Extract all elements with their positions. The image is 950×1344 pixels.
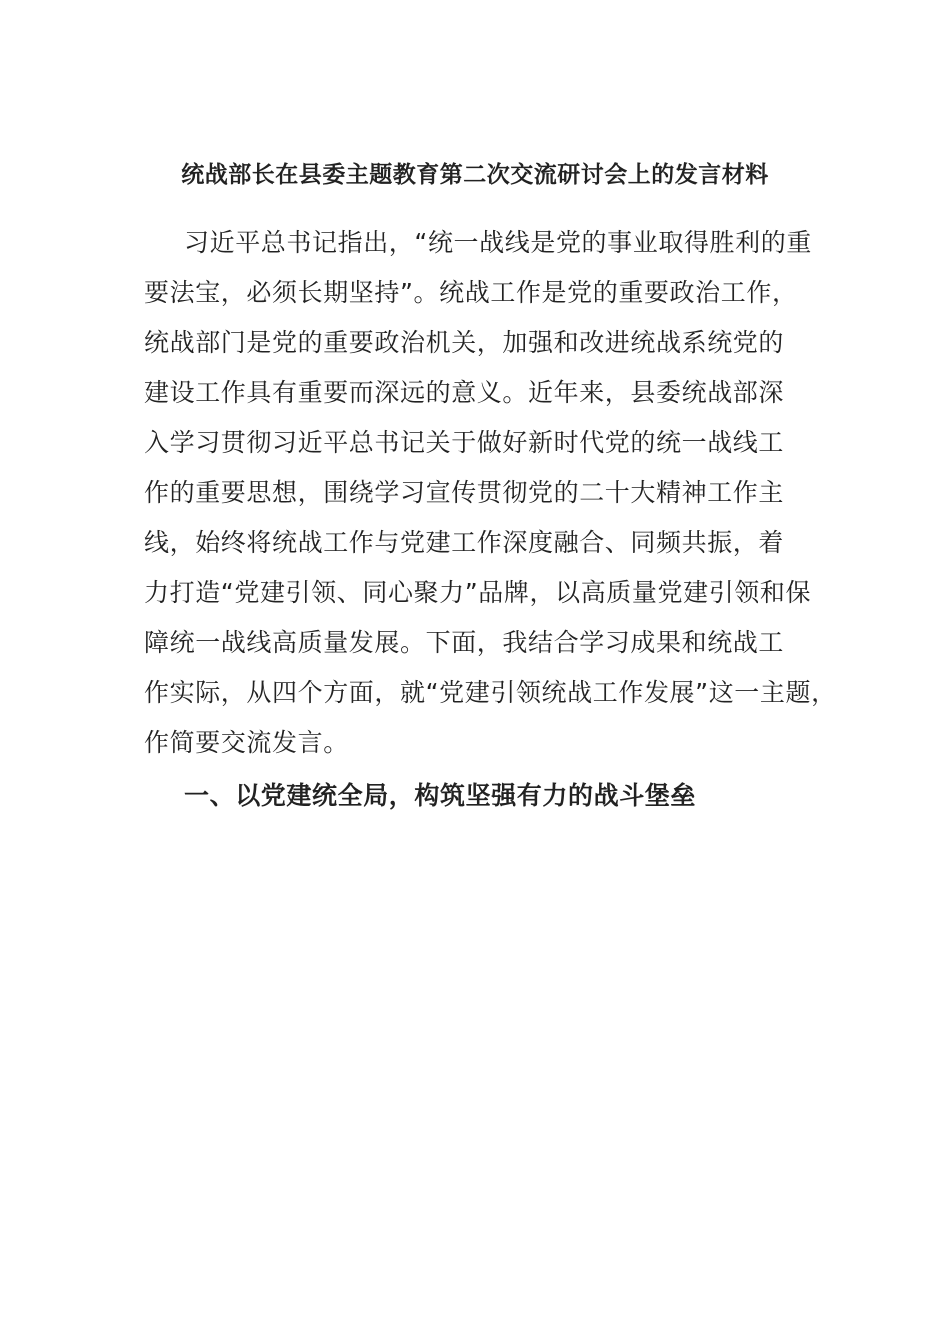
paragraph-line: 统战部门是党的重要政治机关，加强和改进统战系统党的 (144, 328, 785, 357)
paragraph-line: 要法宝，必须长期坚持”。统战工作是党的重要政治工作， (144, 278, 798, 307)
section-heading: 一、以党建统全局，构筑坚强有力的战斗堡垒 (184, 781, 697, 810)
paragraph-line: 入学习贯彻习近平总书记关于做好新时代党的统一战线工 (144, 428, 785, 457)
document-title: 统战部长在县委主题教育第二次交流研讨会上的发言材料 (181, 162, 769, 188)
paragraph-line: 力打造“党建引领、同心聚力”品牌，以高质量党建引领和保 (144, 578, 812, 607)
paragraph-line: 习近平总书记指出，“统一战线是党的事业取得胜利的重 (184, 228, 812, 257)
paragraph-line: 障统一战线高质量发展。下面，我结合学习成果和统战工 (144, 628, 785, 657)
paragraph-line: 作的重要思想，围绕学习宣传贯彻党的二十大精神工作主 (144, 478, 785, 507)
paragraph-line: 作实际，从四个方面，就“党建引领统战工作发展”这一主题， (144, 678, 837, 707)
paragraph-line: 建设工作具有重要而深远的意义。近年来，县委统战部深 (144, 378, 785, 407)
body-paragraph (144, 218, 837, 768)
paragraph-line: 作简要交流发言。 (144, 728, 349, 757)
paragraph-line: 线，始终将统战工作与党建工作深度融合、同频共振，着 (144, 528, 785, 557)
